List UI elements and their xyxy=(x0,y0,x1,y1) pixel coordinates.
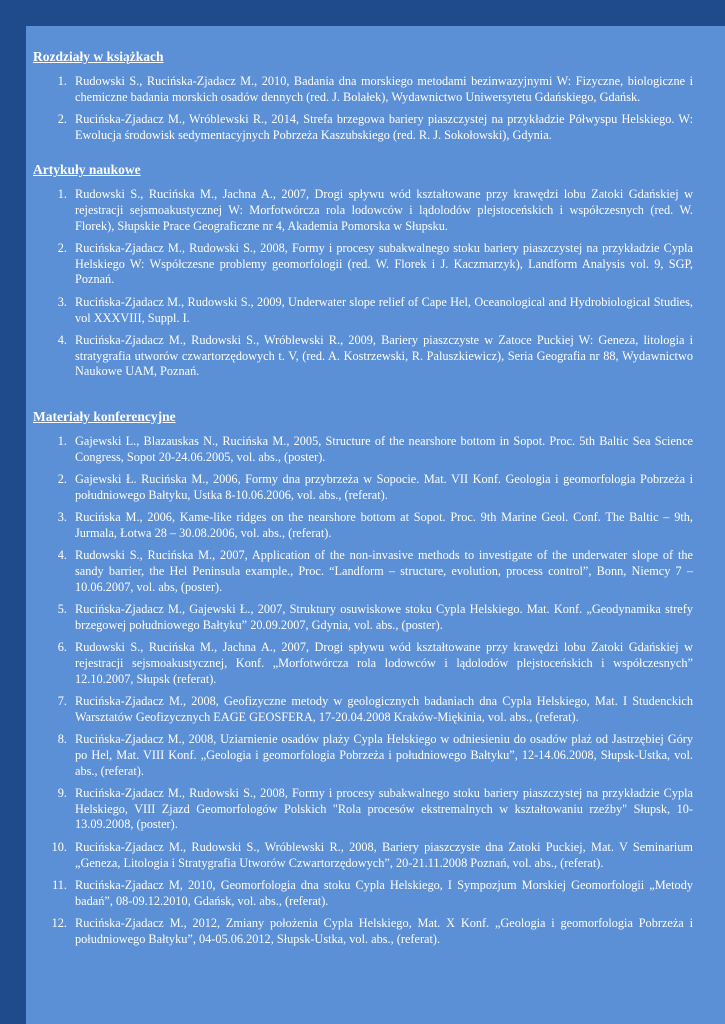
item-number: 3. xyxy=(57,294,67,309)
list-item xyxy=(33,916,693,947)
list-item xyxy=(33,786,693,833)
list-item xyxy=(33,840,693,871)
item-text: Rucińska-Zjadacz M., Rudowski S., 2009, Underwater slope relief of Cape Hel, Oceanological and Hydrobiological Studies, vol XXXVIII, Suppl. I. xyxy=(75,294,693,325)
document-page xyxy=(26,26,725,1024)
item-number: 2. xyxy=(57,112,67,127)
item-number: 2. xyxy=(57,472,67,487)
item-text: Rucińska-Zjadacz M., 2008, Uziarnienie osadów plaży Cypla Helskiego w odniesieniu do osadów plaż od Jastrzębiej Góry po Hel, Mat. VIII Konf. „Geologia i geomorfologia Pobrzeża i południowego Bałtyku”, 12-14.06.2008, Słupsk-Ustka, vol. abs., (referat). xyxy=(75,732,693,778)
list-item xyxy=(33,878,693,909)
list-item xyxy=(33,694,693,725)
item-number: 5. xyxy=(57,602,67,617)
section-title: Rozdziały w książkach xyxy=(33,49,164,64)
section-title: Artykuły naukowe xyxy=(33,162,141,178)
item-number: 11. xyxy=(52,878,67,893)
item-number: 1. xyxy=(57,74,67,88)
list-item xyxy=(33,241,693,288)
item-text: Rucińska-Zjadacz M., Rudowski S., 2008, Formy i procesy subakwalnego stoku bariery piaszczystej na przykładzie Cypla Helskiego W: Współczesne problemy geomorfologii (red. W. Florek i J. Kaczmarzyk), Landform Analysis vol. 9, SGP, Poznań. xyxy=(75,241,693,287)
publication-list xyxy=(33,74,693,143)
list-item xyxy=(33,333,693,380)
item-number: 7. xyxy=(57,694,67,709)
item-text: Rucińska-Zjadacz M., Gajewski Ł., 2007, Struktury osuwiskowe stoku Cypla Helskiego. Mat. Konf. „Geodynamika strefy brzegowej południowego Bałtyku” 20.09.2007, Gdynia, vol. abs., (poster). xyxy=(75,602,693,632)
item-number: 3. xyxy=(57,510,67,525)
list-item xyxy=(33,112,693,143)
item-number: 8. xyxy=(57,732,67,747)
item-text: Rucińska-Zjadacz M., 2012, Zmiany położenia Cypla Helskiego, Mat. X Konf. „Geologia i geomorfologia Pobrzeża i południowego Bałtyku”, 04-05.06.2012, Słupsk-Ustka, vol. abs., (referat). xyxy=(75,916,693,946)
list-item xyxy=(33,295,693,326)
section-title: Materiały konferencyjne xyxy=(33,408,176,424)
item-number: 2. xyxy=(57,241,67,256)
publication-list xyxy=(33,434,693,948)
list-item xyxy=(33,434,693,465)
list-item xyxy=(33,74,693,105)
item-text: Rucińska-Zjadacz M., Wróblewski R., 2014, Strefa brzegowa bariery piaszczystej na przykładzie Półwyspu Helskiego. W: Ewolucja środowisk sedymentacyjnych Pobrzeża Kaszubskiego (red. R. J. Sokołowski), Gdynia. xyxy=(75,112,693,142)
item-text: Rudowski S., Rucińska M., Jachna A., 2007, Drogi spływu wód kształtowane przy krawędzi lobu Zatoki Gdańskiej w rejestracji sejsmoakustycznej, Konf. „Morfotwórcza rola lodowców i lądolodów plejstoceńskich i współczesnych” 12.10.2007, Słupsk (referat). xyxy=(75,640,693,686)
section-chapters xyxy=(33,48,693,143)
item-text: Rucińska M., 2006, Kame-like ridges on the nearshore bottom at Sopot. Proc. 9th Marine Geol. Conf. The Baltic – 9th, Jurmala, Łotwa 28 – 30.08.2006, vol. abs., (referat). xyxy=(75,510,693,540)
item-text: Rucińska-Zjadacz M., Rudowski S., Wróblewski R., 2009, Bariery piaszczyste w Zatoce Puckiej W: Geneza, litologia i stratygrafia utworów czwartorzędowych t. V, (red. A. Kostrzewski, R. Paluszkiewicz), Seria Geografia nr 88, Wydawnictwo Naukowe UAM, Poznań. xyxy=(75,333,693,379)
item-number: 4. xyxy=(57,333,67,348)
item-number: 12. xyxy=(51,916,67,931)
section-articles xyxy=(33,161,693,380)
item-text: Rucińska-Zjadacz M., 2008, Geofizyczne metody w geologicznych badaniach dna Cypla Helskiego, Mat. I Studenckich Warsztatów Geofizycznych EAGE GEOSFERA, 17-20.04.2008 Kraków-Miękinia, vol. abs., (referat). xyxy=(75,694,693,724)
item-number: 10. xyxy=(51,839,67,854)
item-text: Gajewski Ł. Rucińska M., 2006, Formy dna przybrzeża w Sopocie. Mat. VII Konf. Geologia i geomorfologia Pobrzeża i południowego Bałtyku, Ustka 8-10.06.2006, vol. abs., (referat). xyxy=(75,472,693,502)
item-number: 1. xyxy=(57,433,67,448)
item-number: 6. xyxy=(57,640,67,655)
item-text: Rucińska-Zjadacz M, 2010, Geomorfologia dna stoku Cypla Helskiego, I Sympozjum Morskiej Geomorfologii „Metody badań”, 08-09.12.2010, Gdańsk, vol. abs., (referat). xyxy=(75,878,693,908)
item-number: 1. xyxy=(57,187,67,202)
list-item xyxy=(33,640,693,687)
section-conference xyxy=(33,408,693,948)
item-text: Rudowski S., Rucińska M., Jachna A., 2007, Drogi spływu wód kształtowane przy krawędzi lobu Zatoki Gdańskiej w rejestracji sejsmoakustycznej W: Morfotwórcza rola lodowców i lądolodów plejstoceńskich i współczesnych (red. W. Florek), Słupskie Prace Geograficzne nr 4, Akademia Pomorska w Słupsku. xyxy=(75,187,693,233)
publication-list xyxy=(33,187,693,380)
item-text: Rudowski S., Rucińska-Zjadacz M., 2010, Badania dna morskiego metodami bezinwazyjnymi W: Fizyczne, biologiczne i chemiczne badania morskich osadów dennych (red. J. Bolałek), Wydawnictwo Uniwersytetu Gdańskiego, Gdańsk. xyxy=(75,74,693,104)
list-item xyxy=(33,472,693,503)
list-item xyxy=(33,548,693,595)
item-text: Rucińska-Zjadacz M., Rudowski S., 2008, Formy i procesy subakwalnego stoku bariery piaszczystej na przykładzie Cypla Helskiego, VIII Zjazd Geomorfologów Polskich "Rola procesów ekstremalnych w kształtowaniu rzeźby" Słupsk, 10-13.09.2008, (poster). xyxy=(75,786,693,832)
item-number: 4. xyxy=(57,548,67,563)
item-number: 9. xyxy=(57,786,67,801)
list-item xyxy=(33,732,693,779)
list-item xyxy=(33,187,693,234)
list-item xyxy=(33,510,693,541)
item-text: Gajewski L., Blazauskas N., Rucińska M., 2005, Structure of the nearshore bottom in Sopot. Proc. 5th Baltic Sea Science Congress, Sopot 20-24.06.2005, vol. abs., (poster). xyxy=(75,433,693,464)
item-text: Rucińska-Zjadacz M., Rudowski S., Wróblewski R., 2008, Bariery piaszczyste dna Zatoki Puckiej, Mat. V Seminarium „Geneza, Litologia i Stratygrafia Utworów Czwartorzędowych”, 20-21.11.2008 Poznań, vol. abs., (referat). xyxy=(75,839,693,870)
list-item xyxy=(33,602,693,633)
item-text: Rudowski S., Rucińska M., 2007, Application of the non-invasive methods to investigate of the underwater slope of the sandy barrier, the Hel Peninsula example., Proc. “Landform – structure, evolution, process control”, Bonn, Niemcy 7 – 10.06.2007, vol. abs, (poster). xyxy=(75,548,693,594)
